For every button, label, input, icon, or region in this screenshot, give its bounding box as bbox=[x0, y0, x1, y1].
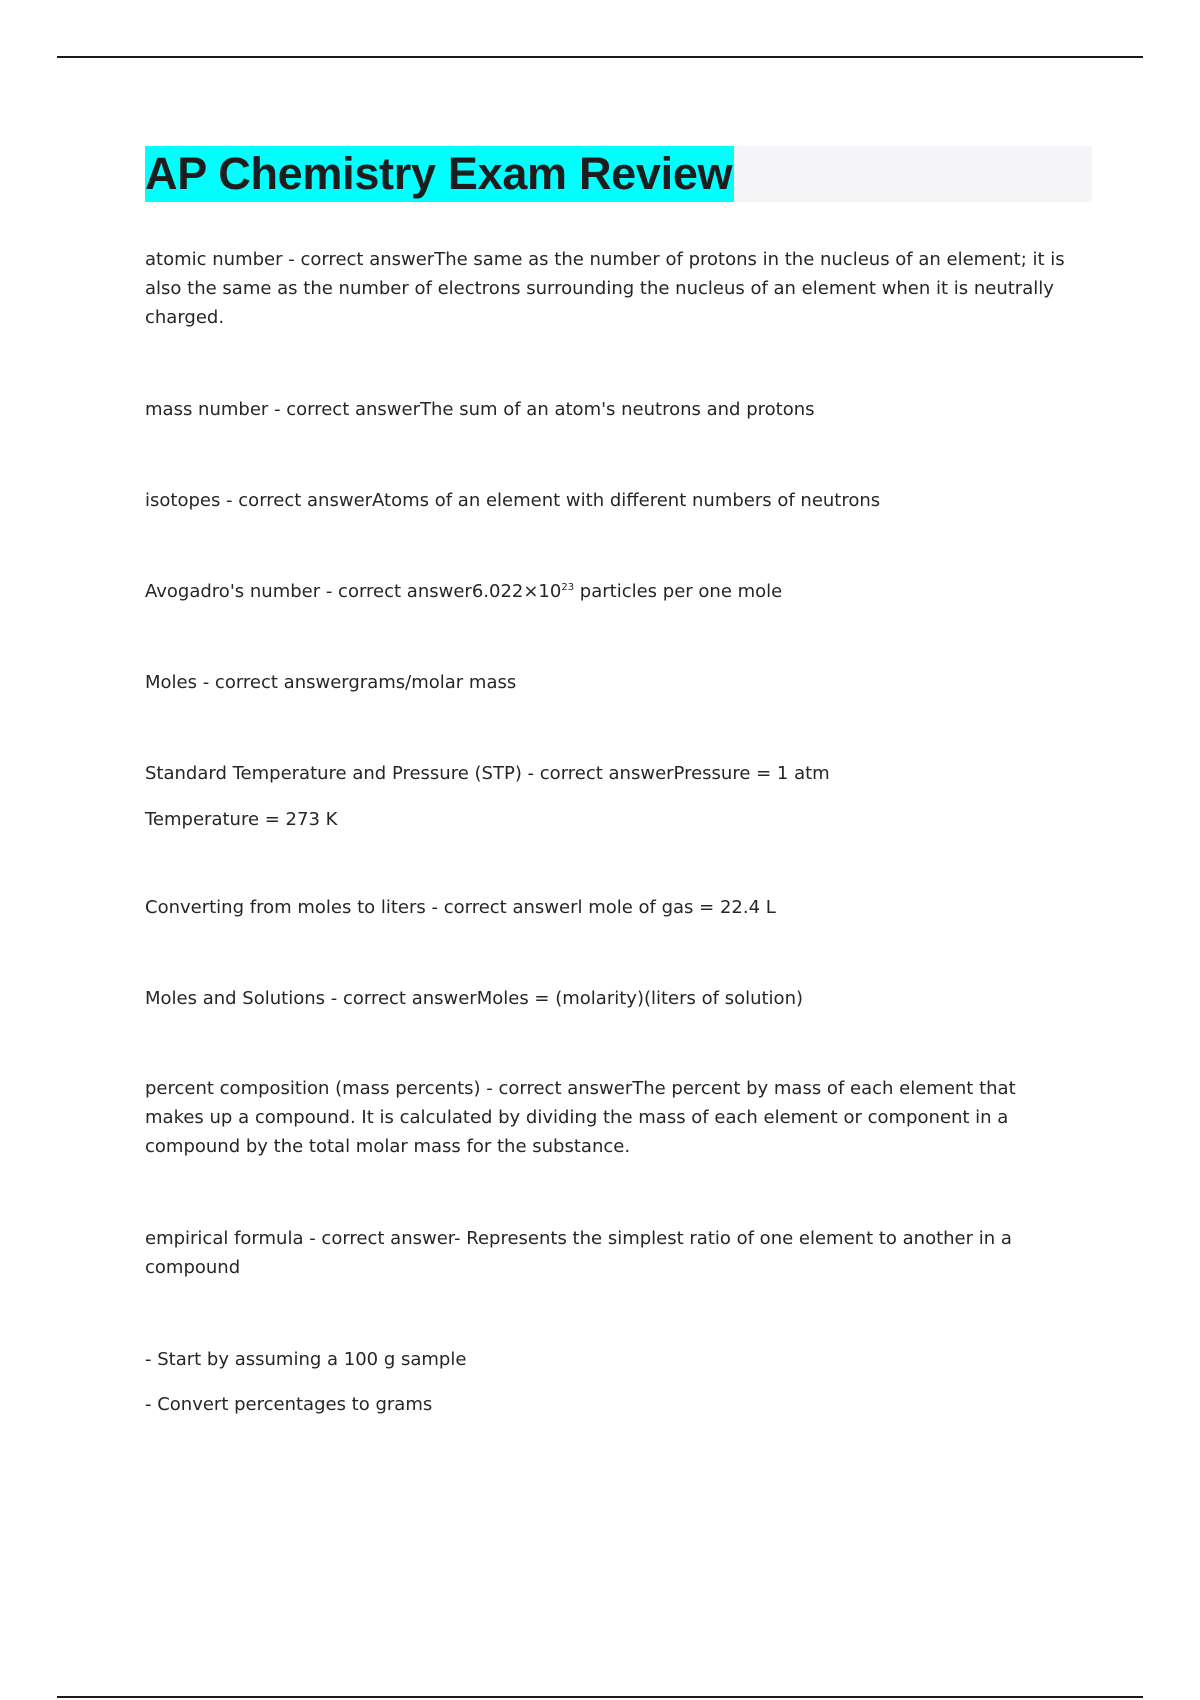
page-title: AP Chemistry Exam Review bbox=[145, 146, 734, 202]
entry-avogadro-exponent: 23 bbox=[561, 582, 575, 593]
entry-stp-temperature: Temperature = 273 K bbox=[145, 809, 338, 830]
entry-avogadro bbox=[145, 577, 1075, 606]
entry-moles-and-solutions: Moles and Solutions - correct answerMoles = (molarity)(liters of solution) bbox=[145, 988, 803, 1009]
entry-isotopes: isotopes - correct answerAtoms of an element with different numbers of neutrons bbox=[145, 490, 881, 511]
entry-mass-number: mass number - correct answerThe sum of an atom's neutrons and protons bbox=[145, 399, 815, 420]
entry-avogadro-text: Avogadro's number - correct answer6.022×10 bbox=[145, 581, 562, 602]
entry-empirical-formula: empirical formula - correct answer- Represents the simplest ratio of one element to another in a compound bbox=[145, 1228, 1012, 1278]
header-rule bbox=[57, 56, 1143, 58]
entry-moles: Moles - correct answergrams/molar mass bbox=[145, 672, 517, 693]
entry-stp: Standard Temperature and Pressure (STP) - correct answerPressure = 1 atm bbox=[145, 763, 830, 784]
entry-percent-composition: percent composition (mass percents) - correct answerThe percent by mass of each element that makes up a compound. It is calculated by dividing the mass of each element or component in a compound by the total molar mass for the substance. bbox=[145, 1078, 1016, 1157]
entry-empirical-step-2: - Convert percentages to grams bbox=[145, 1394, 433, 1415]
footer-rule bbox=[57, 1696, 1143, 1698]
entry-atomic-number: atomic number - correct answerThe same as the number of protons in the nucleus of an element; it is also the same as the number of electrons surrounding the nucleus of an element when it is neutrally charged. bbox=[145, 249, 1065, 328]
entry-moles-to-liters: Converting from moles to liters - correct answerl mole of gas = 22.4 L bbox=[145, 897, 776, 918]
entry-avogadro-tail: particles per one mole bbox=[574, 581, 783, 602]
entry-empirical-step-1: - Start by assuming a 100 g sample bbox=[145, 1349, 467, 1370]
